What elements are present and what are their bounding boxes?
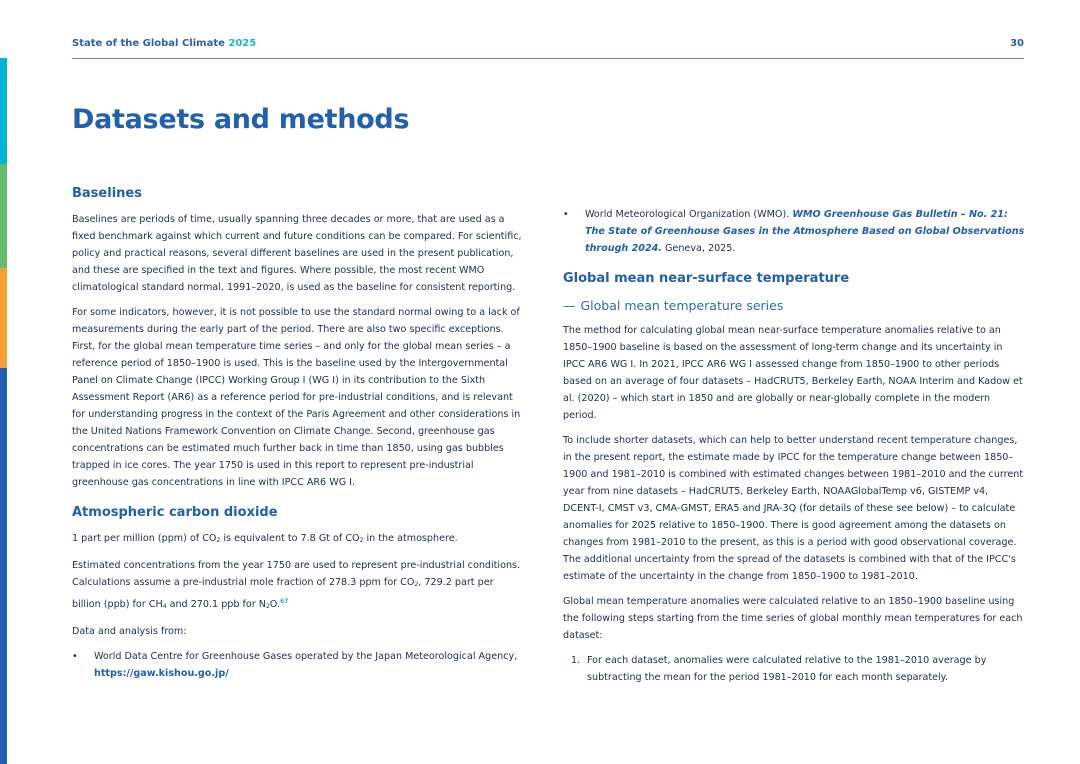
jma-gaw-link[interactable]: https://gaw.kishou.go.jp/ <box>94 668 229 679</box>
baselines-paragraph-1: Baselines are periods of time, usually spanning three decades or more, that are used as a fixed benchmark against which current and future conditions can be compared. For scientific, policy and practical reasons, several different baselines are used in the present publication, and these are specified in the text and figures. Where possible, the most recent WMO climatological standard normal, 1991–2020, is used as the baseline for consistent reporting. <box>72 214 522 293</box>
bullet-icon: • <box>563 209 569 220</box>
step-text: For each dataset, anomalies were calculated relative to the 1981–2010 average by subtracting the mean for the period 1981–2010 for each month separately. <box>587 655 987 683</box>
co2-paragraph-2: Estimated concentrations from the year 1750 are used to represent pre-industrial conditions. Calculations assume a pre-industrial mole fraction of 278.3 ppm for $CO_2$, 729.2 part per billion (ppb) for $CH_4$ and 270.1 ppb for $N_2O.^{67}$ <box>72 560 521 610</box>
baselines-paragraph-2: For some indicators, however, it is not possible to use the standard normal owing to a lack of measurements during the early part of the period. There are also two specific exceptions. First, for the global mean temperature time series – and only for the global mean series – a reference period of 1850–1900 is used. This is the baseline used by the Intergovernmental Panel on Climate Change (IPCC) Working Group I (WG I) in its contribution to the Sixth Assessment Report (AR6) as a reference period for pre-industrial conditions, and is relevant for understanding progress in the context of the Paris Agreement and other considerations in the United Nations Framework Convention on Climate Change. Second, greenhouse gas concentrations can be estimated much further back in time than 1850, using gas bubbles trapped in ice cores. The year 1750 is used in this report to represent pre-industrial greenhouse gas concentrations in line with IPCC AR6 WG I. <box>72 307 521 488</box>
running-header <box>72 38 1024 49</box>
section-color-bar-orange <box>0 268 7 368</box>
subheading-temperature-series: — Global mean temperature series <box>563 298 784 313</box>
data-from-label: Data and analysis from: <box>72 626 187 637</box>
step-number: 1. <box>571 655 581 666</box>
heading-baselines: Baselines <box>72 186 142 201</box>
gmst-paragraph-3: Global mean temperature anomalies were calculated relative to an 1850–1900 baseline using the following steps starting from the time series of global monthly mean temperatures for each dataset: <box>563 596 1023 641</box>
co2-paragraph-1: 1 part per million (ppm) of $CO_2$ is equivalent to 7.8 Gt of $CO_2$ in the atmosphere. <box>72 533 458 544</box>
page-title: Datasets and methods <box>72 104 410 135</box>
report-year: 2025 <box>228 38 257 49</box>
dash-icon: — <box>563 298 576 313</box>
page-number: 30 <box>1010 38 1024 49</box>
left-column <box>72 184 522 690</box>
footnote-link[interactable]: 67 <box>280 598 289 605</box>
section-color-bar-cyan <box>0 58 7 164</box>
right-column <box>563 206 1025 694</box>
section-color-bar-green <box>0 164 7 268</box>
step-list-item <box>571 652 1025 686</box>
gmst-paragraph-2: To include shorter datasets, which can help to better understand recent temperature changes, in the present report, the estimate made by IPCC for the temperature change between 1850–1900 and 1981–2010 is combined with estimated changes between 1981–2010 and the current year from nine datasets – HadCRUT5, Berkeley Earth, NOAAGlobalTemp v6, GISTEMP v4, DCENT-I, CMST v3, CMA-GMST, ERA5 and JRA-3Q (for details of these see below) – to calculate anomalies for 2025 relative to 1850–1900. There is good agreement among the datasets on changes from 1981–2010 to the present, as this is a period with good observational coverage. The additional uncertainty from the spread of the datasets is combined with that of the IPCC's estimate of the uncertainty in the change from 1850–1900 to 1981–2010. <box>563 435 1024 582</box>
report-title: State of the Global Climate 2025 <box>72 38 257 49</box>
heading-global-mean-temperature: Global mean near-surface temperature <box>563 271 850 286</box>
header-divider <box>72 58 1024 59</box>
bullet-icon: • <box>72 651 78 662</box>
section-color-bar-blue <box>0 368 7 764</box>
source-list-item: • World Data Centre for Greenhouse Gases operated by the Japan Meteorological Agency, https://gaw.kishou.go.jp/ <box>72 648 522 682</box>
heading-atmospheric-co2: Atmospheric carbon dioxide <box>72 505 278 520</box>
ghg-bulletin-link[interactable]: WMO Greenhouse Gas Bulletin – No. 21: The State of Greenhouse Gases in the Atmosphere Based on Global Observations through 2024. <box>585 209 1025 254</box>
source-list-item: • World Meteorological Organization (WMO). WMO Greenhouse Gas Bulletin – No. 21: The State of Greenhouse Gases in the Atmosphere Based on Global Observations through 2024. Geneva, 2025. <box>563 206 1025 257</box>
gmst-paragraph-1: The method for calculating global mean near-surface temperature anomalies relative to an 1850–1900 baseline is based on the assessment of long-term change and its uncertainty in IPCC AR6 WG I. In 2021, IPCC AR6 WG I assessed change from 1850–1900 to other periods based on an average of four datasets – HadCRUT5, Berkeley Earth, NOAA Interim and Kadow et al. (2020) – which start in 1850 and are globally or near-globally complete in the modern period. <box>563 325 1023 421</box>
